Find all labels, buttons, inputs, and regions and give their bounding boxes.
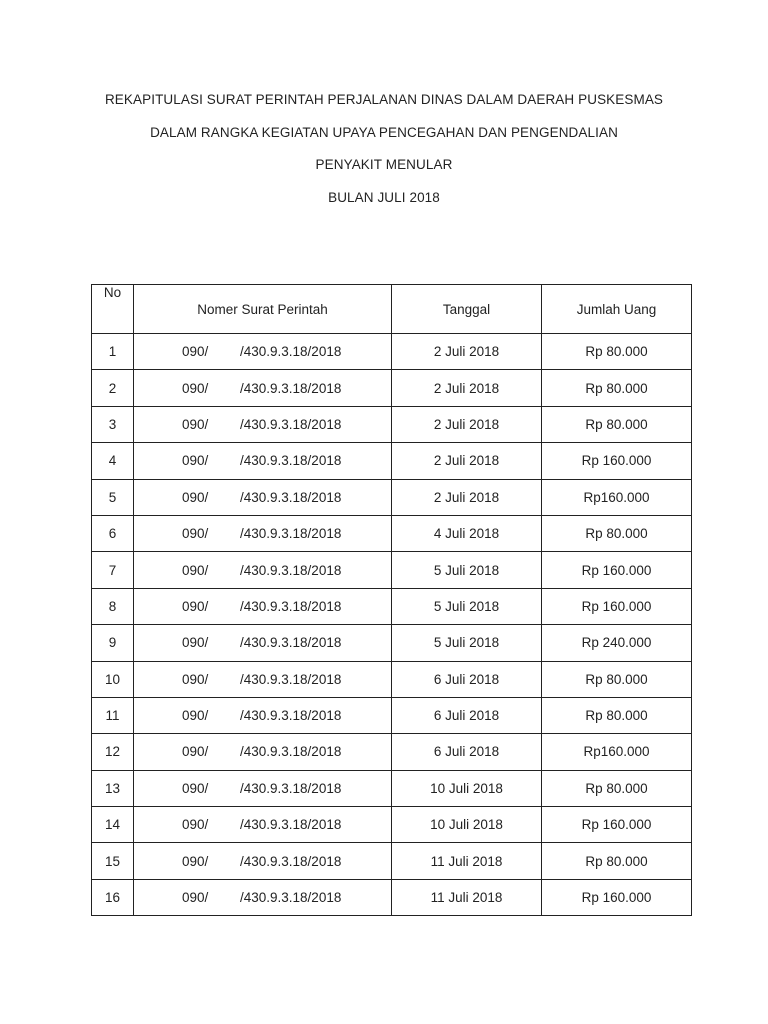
cell-tanggal: 2 Juli 2018 <box>392 406 542 442</box>
table-row <box>92 625 692 661</box>
title-line: DALAM RANGKA KEGIATAN UPAYA PENCEGAHAN DAN PENGENDALIAN <box>150 124 618 140</box>
cell-jumlah-uang: Rp 240.000 <box>542 625 692 661</box>
nomer-prefix: 090/ <box>182 780 209 796</box>
cell-no: 14 <box>92 807 134 843</box>
nomer-suffix: /430.9.3.18/2018 <box>240 562 342 578</box>
cell-tanggal: 5 Juli 2018 <box>392 552 542 588</box>
nomer-suffix: /430.9.3.18/2018 <box>240 890 342 906</box>
table-row <box>92 734 692 770</box>
cell-jumlah-uang: Rp 80.000 <box>542 334 692 370</box>
nomer-suffix: /430.9.3.18/2018 <box>240 635 342 651</box>
cell-tanggal: 5 Juli 2018 <box>392 625 542 661</box>
cell-tanggal: 6 Juli 2018 <box>392 661 542 697</box>
cell-jumlah-uang: Rp 80.000 <box>542 515 692 551</box>
cell-jumlah-uang: Rp 80.000 <box>542 406 692 442</box>
title-line: REKAPITULASI SURAT PERINTAH PERJALANAN DINAS DALAM DAERAH PUSKESMAS <box>104 92 664 107</box>
cell-nomer-surat <box>134 807 392 843</box>
nomer-prefix: 090/ <box>182 526 209 542</box>
recap-table <box>91 284 692 916</box>
cell-jumlah-uang: Rp160.000 <box>542 734 692 770</box>
cell-nomer-surat <box>134 879 392 915</box>
title-line: PENYAKIT MENULAR <box>315 157 453 172</box>
cell-jumlah-uang: Rp160.000 <box>542 479 692 515</box>
nomer-suffix: /430.9.3.18/2018 <box>240 489 342 505</box>
nomer-suffix: /430.9.3.18/2018 <box>240 526 342 542</box>
cell-nomer-surat <box>134 443 392 479</box>
cell-no: 12 <box>92 734 134 770</box>
cell-no: 4 <box>92 443 134 479</box>
nomer-suffix: /430.9.3.18/2018 <box>240 598 342 614</box>
nomer-prefix: 090/ <box>182 562 209 578</box>
nomer-suffix: /430.9.3.18/2018 <box>240 453 342 469</box>
table-row <box>92 334 692 370</box>
cell-nomer-surat <box>134 334 392 370</box>
nomer-prefix: 090/ <box>182 489 209 505</box>
cell-nomer-surat <box>134 515 392 551</box>
cell-jumlah-uang: Rp 160.000 <box>542 443 692 479</box>
cell-jumlah-uang: Rp 160.000 <box>542 588 692 624</box>
cell-tanggal: 10 Juli 2018 <box>392 770 542 806</box>
nomer-suffix: /430.9.3.18/2018 <box>240 416 342 432</box>
cell-jumlah-uang: Rp 160.000 <box>542 807 692 843</box>
table-row <box>92 661 692 697</box>
cell-nomer-surat <box>134 697 392 733</box>
header-jumlah-uang: Jumlah Uang <box>542 285 692 334</box>
cell-nomer-surat <box>134 406 392 442</box>
cell-no: 10 <box>92 661 134 697</box>
cell-tanggal: 4 Juli 2018 <box>392 515 542 551</box>
cell-no: 7 <box>92 552 134 588</box>
table-row <box>92 843 692 879</box>
nomer-suffix: /430.9.3.18/2018 <box>240 708 342 724</box>
cell-jumlah-uang: Rp 80.000 <box>542 770 692 806</box>
table-header <box>92 285 692 334</box>
cell-nomer-surat <box>134 588 392 624</box>
cell-no: 16 <box>92 879 134 915</box>
nomer-prefix: 090/ <box>182 416 209 432</box>
cell-tanggal: 2 Juli 2018 <box>392 370 542 406</box>
header-tanggal: Tanggal <box>392 285 542 334</box>
cell-no: 5 <box>92 479 134 515</box>
cell-tanggal: 2 Juli 2018 <box>392 479 542 515</box>
cell-no: 6 <box>92 515 134 551</box>
table-row <box>92 406 692 442</box>
cell-no: 2 <box>92 370 134 406</box>
nomer-prefix: 090/ <box>182 635 209 651</box>
cell-no: 11 <box>92 697 134 733</box>
cell-nomer-surat <box>134 552 392 588</box>
header-row <box>92 285 692 334</box>
table-row <box>92 770 692 806</box>
cell-no: 8 <box>92 588 134 624</box>
cell-jumlah-uang: Rp 160.000 <box>542 879 692 915</box>
table-row <box>92 879 692 915</box>
cell-nomer-surat <box>134 843 392 879</box>
table-body <box>92 334 692 916</box>
header-no: No <box>92 285 134 334</box>
nomer-prefix: 090/ <box>182 453 209 469</box>
nomer-suffix: /430.9.3.18/2018 <box>240 817 342 833</box>
cell-no: 9 <box>92 625 134 661</box>
nomer-prefix: 090/ <box>182 598 209 614</box>
nomer-prefix: 090/ <box>182 890 209 906</box>
header-nomer-surat: Nomer Surat Perintah <box>134 285 392 334</box>
title-line: BULAN JULI 2018 <box>328 189 440 205</box>
table-row <box>92 515 692 551</box>
table-row <box>92 370 692 406</box>
nomer-suffix: /430.9.3.18/2018 <box>240 744 342 760</box>
cell-no: 13 <box>92 770 134 806</box>
nomer-suffix: /430.9.3.18/2018 <box>240 671 342 687</box>
nomer-prefix: 090/ <box>182 853 209 869</box>
cell-nomer-surat <box>134 625 392 661</box>
table-row <box>92 552 692 588</box>
table-row <box>92 588 692 624</box>
table-row <box>92 443 692 479</box>
nomer-suffix: /430.9.3.18/2018 <box>240 853 342 869</box>
cell-nomer-surat <box>134 734 392 770</box>
nomer-suffix: /430.9.3.18/2018 <box>240 380 342 396</box>
cell-nomer-surat <box>134 661 392 697</box>
nomer-suffix: /430.9.3.18/2018 <box>240 780 342 796</box>
nomer-suffix: /430.9.3.18/2018 <box>240 344 342 360</box>
cell-no: 3 <box>92 406 134 442</box>
nomer-prefix: 090/ <box>182 344 209 360</box>
nomer-prefix: 090/ <box>182 817 209 833</box>
cell-tanggal: 6 Juli 2018 <box>392 697 542 733</box>
nomer-prefix: 090/ <box>182 744 209 760</box>
cell-no: 15 <box>92 843 134 879</box>
nomer-prefix: 090/ <box>182 380 209 396</box>
table-row <box>92 807 692 843</box>
nomer-prefix: 090/ <box>182 671 209 687</box>
cell-jumlah-uang: Rp 160.000 <box>542 552 692 588</box>
cell-jumlah-uang: Rp 80.000 <box>542 661 692 697</box>
cell-tanggal: 11 Juli 2018 <box>392 843 542 879</box>
cell-tanggal: 5 Juli 2018 <box>392 588 542 624</box>
nomer-prefix: 090/ <box>182 708 209 724</box>
cell-nomer-surat <box>134 770 392 806</box>
cell-nomer-surat <box>134 370 392 406</box>
cell-tanggal: 11 Juli 2018 <box>392 879 542 915</box>
cell-jumlah-uang: Rp 80.000 <box>542 370 692 406</box>
cell-tanggal: 2 Juli 2018 <box>392 443 542 479</box>
cell-jumlah-uang: Rp 80.000 <box>542 843 692 879</box>
cell-jumlah-uang: Rp 80.000 <box>542 697 692 733</box>
table-row <box>92 479 692 515</box>
cell-tanggal: 2 Juli 2018 <box>392 334 542 370</box>
cell-tanggal: 10 Juli 2018 <box>392 807 542 843</box>
document-title-block <box>0 92 768 222</box>
cell-no: 1 <box>92 334 134 370</box>
table-row <box>92 697 692 733</box>
cell-nomer-surat <box>134 479 392 515</box>
cell-tanggal: 6 Juli 2018 <box>392 734 542 770</box>
